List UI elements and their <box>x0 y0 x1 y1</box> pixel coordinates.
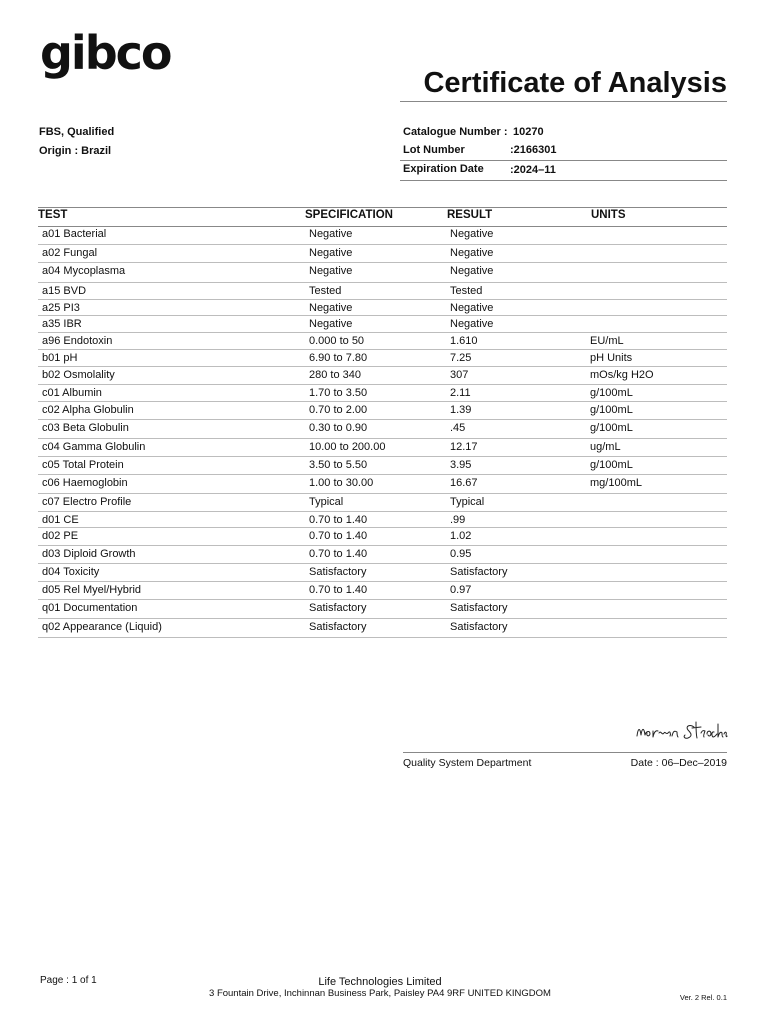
cell-result: 7.25 <box>450 352 472 364</box>
table-row <box>38 263 727 283</box>
cell-test: d01 CE <box>42 514 79 526</box>
cell-result: Negative <box>450 318 494 330</box>
cell-test: a15 BVD <box>42 285 87 297</box>
product-name: FBS, Qualified <box>39 126 115 138</box>
table-row <box>38 600 727 619</box>
table-row <box>38 226 727 245</box>
catalogue-value: 10270 <box>513 126 544 138</box>
table-row <box>38 582 727 600</box>
table-row <box>38 367 727 385</box>
cell-test: a02 Fungal <box>42 247 98 259</box>
column-header-specification: SPECIFICATION <box>305 209 393 221</box>
table-row <box>38 300 727 316</box>
cell-result: Negative <box>450 228 494 240</box>
expiration-value: :2024–11 <box>510 164 556 176</box>
cell-test: a04 Mycoplasma <box>42 265 126 277</box>
table-row <box>38 420 727 439</box>
cell-test: c07 Electro Profile <box>42 496 132 508</box>
cell-result: Tested <box>450 285 483 297</box>
cell-units: g/100mL <box>590 404 633 416</box>
cell-specification: Negative <box>309 265 353 277</box>
cell-result: Satisfactory <box>450 566 508 578</box>
cell-specification: 3.50 to 5.50 <box>309 459 368 471</box>
table-row <box>38 619 727 638</box>
cell-test: c02 Alpha Globulin <box>42 404 134 416</box>
cell-specification: Negative <box>309 302 353 314</box>
cell-result: 0.95 <box>450 548 472 560</box>
table-row <box>38 385 727 402</box>
table-row <box>38 333 727 350</box>
cell-test: a96 Endotoxin <box>42 335 113 347</box>
cell-result: 0.97 <box>450 584 472 596</box>
cell-units: EU/mL <box>590 335 624 347</box>
table-row <box>38 546 727 564</box>
cell-result: Satisfactory <box>450 621 508 633</box>
table-row <box>38 564 727 582</box>
cell-test: q02 Appearance (Liquid) <box>42 621 162 633</box>
cell-specification: Tested <box>309 285 342 297</box>
signoff-date: Date : 06–Dec–2019 <box>630 757 727 769</box>
column-header-test: TEST <box>38 209 68 221</box>
table-row <box>38 457 727 475</box>
cell-specification: Negative <box>309 318 353 330</box>
expiration-label: Expiration Date <box>403 163 484 175</box>
page-title: Certificate of Analysis <box>423 67 727 99</box>
cell-result: 1.39 <box>450 404 472 416</box>
signature-line <box>403 752 727 753</box>
cell-test: b01 pH <box>42 352 78 364</box>
cell-result: 1.610 <box>450 335 478 347</box>
identifier-divider-bottom <box>400 180 727 181</box>
cell-units: mOs/kg H2O <box>590 369 654 381</box>
cell-specification: 0.70 to 1.40 <box>309 514 368 526</box>
cell-specification: Typical <box>309 496 344 508</box>
cell-specification: 0.70 to 2.00 <box>309 404 368 416</box>
table-row <box>38 528 727 546</box>
cell-specification: 6.90 to 7.80 <box>309 352 368 364</box>
cell-test: q01 Documentation <box>42 602 138 614</box>
cell-units: ug/mL <box>590 441 621 453</box>
cell-result: .99 <box>450 514 466 526</box>
signature <box>632 716 728 746</box>
cell-specification: Negative <box>309 228 353 240</box>
table-row <box>38 439 727 457</box>
cell-units: pH Units <box>590 352 633 364</box>
table-row <box>38 475 727 494</box>
cell-result: 1.02 <box>450 530 472 542</box>
cell-specification: 0.70 to 1.40 <box>309 548 368 560</box>
catalogue-label: Catalogue Number : <box>403 126 508 138</box>
cell-result: 16.67 <box>450 477 478 489</box>
cell-specification: 0.70 to 1.40 <box>309 584 368 596</box>
cell-specification: Satisfactory <box>309 621 367 633</box>
brand-logo: gibco <box>40 26 171 80</box>
table-row <box>38 350 727 367</box>
cell-specification: 1.00 to 30.00 <box>309 477 374 489</box>
cell-specification: 0.70 to 1.40 <box>309 530 368 542</box>
cell-units: g/100mL <box>590 459 633 471</box>
company-name: Life Technologies Limited <box>318 976 442 988</box>
table-row <box>38 402 727 420</box>
cell-units: g/100mL <box>590 422 633 434</box>
column-header-result: RESULT <box>447 209 493 221</box>
cell-test: d04 Toxicity <box>42 566 100 578</box>
company-address: 3 Fountain Drive, Inchinnan Business Park, Paisley PA4 9RF UNITED KINGDOM <box>209 988 551 999</box>
version-label: Ver. 2 Rel. 0.1 <box>679 993 727 1002</box>
title-underline <box>400 101 727 102</box>
cell-test: c01 Albumin <box>42 387 102 399</box>
product-origin: Origin : Brazil <box>39 145 112 157</box>
cell-result: Negative <box>450 265 494 277</box>
cell-result: Negative <box>450 302 494 314</box>
column-header-units: UNITS <box>591 209 626 221</box>
cell-test: c05 Total Protein <box>42 459 124 471</box>
table-row <box>38 494 727 512</box>
cell-test: d02 PE <box>42 530 79 542</box>
page-number: Page : 1 of 1 <box>40 975 97 986</box>
cell-specification: 1.70 to 3.50 <box>309 387 368 399</box>
cell-result: 3.95 <box>450 459 472 471</box>
cell-units: g/100mL <box>590 387 633 399</box>
cell-test: c03 Beta Globulin <box>42 422 129 434</box>
identifier-divider <box>400 160 727 161</box>
cell-test: a01 Bacterial <box>42 228 107 240</box>
cell-result: 307 <box>450 369 469 381</box>
table-row <box>38 245 727 263</box>
cell-units: mg/100mL <box>590 477 642 489</box>
cell-result: .45 <box>450 422 466 434</box>
cell-test: d05 Rel Myel/Hybrid <box>42 584 142 596</box>
cell-specification: 280 to 340 <box>309 369 361 381</box>
cell-test: a25 PI3 <box>42 302 80 314</box>
cell-test: c04 Gamma Globulin <box>42 441 146 453</box>
cell-test: d03 Diploid Growth <box>42 548 136 560</box>
table-row <box>38 283 727 300</box>
cell-result: Satisfactory <box>450 602 508 614</box>
cell-test: a35 IBR <box>42 318 82 330</box>
table-row <box>38 316 727 333</box>
cell-specification: 0.000 to 50 <box>309 335 365 347</box>
cell-result: 12.17 <box>450 441 478 453</box>
cell-result: Negative <box>450 247 494 259</box>
cell-test: b02 Osmolality <box>42 369 115 381</box>
cell-specification: 10.00 to 200.00 <box>309 441 386 453</box>
cell-specification: Negative <box>309 247 353 259</box>
cell-specification: Satisfactory <box>309 602 367 614</box>
table-top-rule <box>38 207 727 208</box>
cell-specification: 0.30 to 0.90 <box>309 422 368 434</box>
cell-test: c06 Haemoglobin <box>42 477 128 489</box>
table-row <box>38 512 727 528</box>
department-label: Quality System Department <box>403 757 532 769</box>
cell-result: 2.11 <box>450 387 471 399</box>
lot-label: Lot Number <box>403 144 465 156</box>
cell-specification: Satisfactory <box>309 566 367 578</box>
lot-value: :2166301 <box>510 144 557 156</box>
cell-result: Typical <box>450 496 485 508</box>
